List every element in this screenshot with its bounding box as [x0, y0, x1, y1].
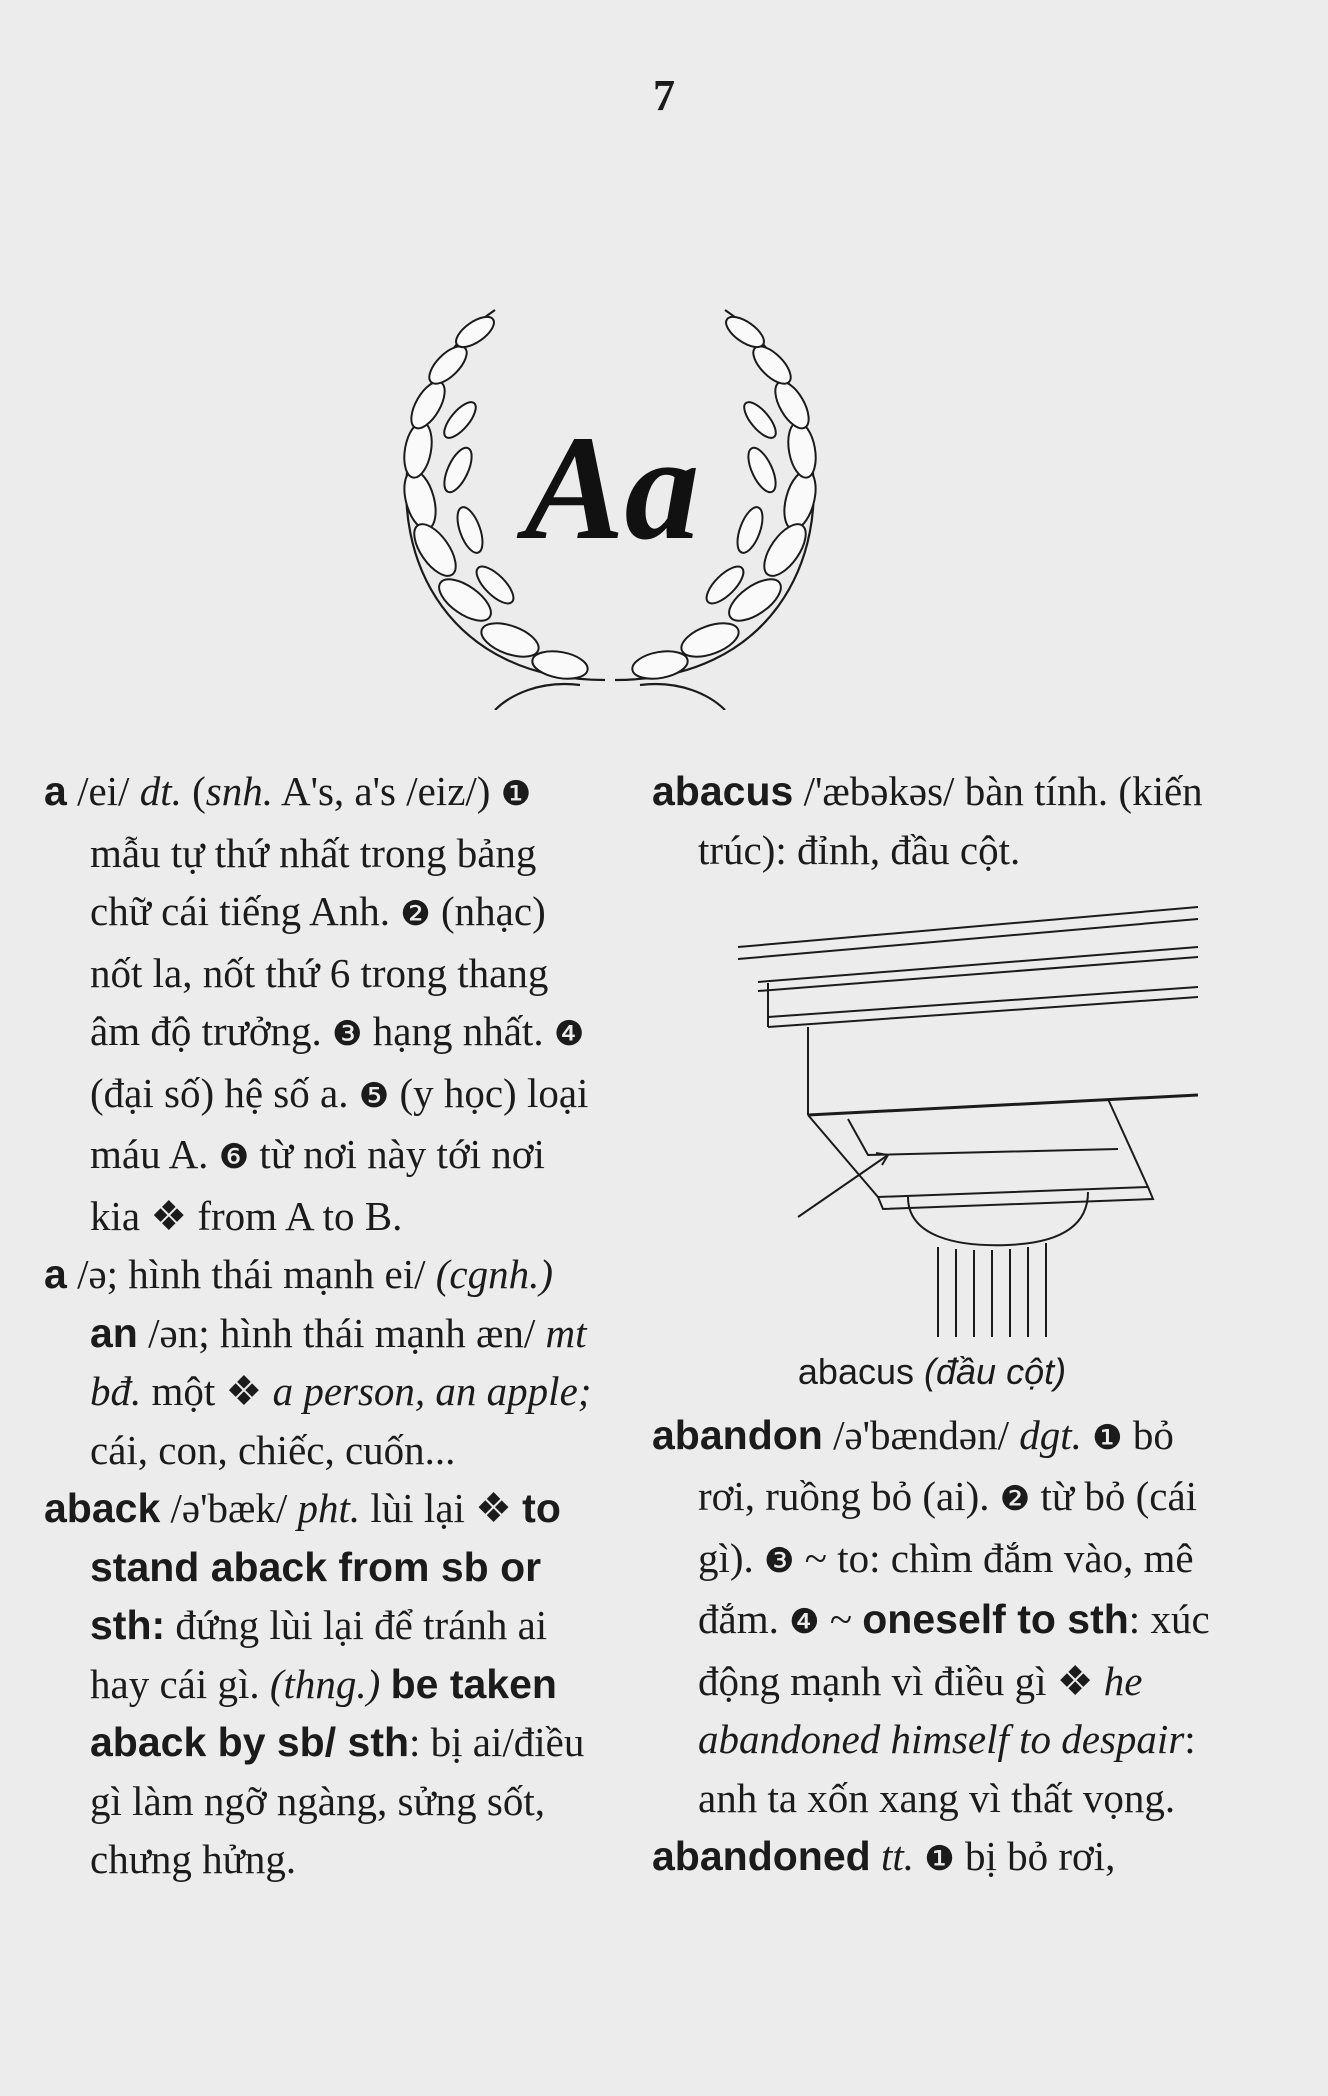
plural-label: snh. — [205, 768, 273, 814]
entry-a — [44, 762, 604, 1245]
example-marker: ❖ — [225, 1368, 263, 1414]
headword: a — [44, 1251, 67, 1297]
laurel-wreath-ornament — [380, 300, 840, 710]
sense-text: (đại số) hệ số a. — [90, 1069, 349, 1116]
tilde: ~ — [829, 1596, 853, 1642]
entry-abacus — [652, 762, 1212, 879]
sense-number: ❻ — [218, 1137, 250, 1177]
sense-number: ❺ — [358, 1075, 390, 1116]
caption-word: abacus — [797, 1351, 914, 1392]
alt-headword: an — [90, 1309, 138, 1356]
left-column — [44, 762, 604, 1889]
sense-text: bỏ rơi, ruồng bỏ (ai). — [698, 1411, 1174, 1519]
example-marker: ❖ — [1056, 1657, 1094, 1704]
right-column — [652, 762, 1212, 1889]
sense-text: bị bỏ rơi, — [964, 1833, 1116, 1879]
headword: abandoned — [652, 1833, 871, 1879]
example-gloss: : anh ta xốn xang vì thất vọng. — [698, 1716, 1196, 1821]
headword: a — [44, 768, 67, 814]
phrase-gloss: : bị ai/điều gì làm ngỡ ngàng, sửng sốt, chưng hửng. — [90, 1719, 585, 1882]
alt-pronunciation: /ən; hình thái mạnh æn/ — [148, 1309, 536, 1356]
pronunciation: /ə; hình thái mạnh ei/ — [77, 1251, 426, 1297]
phrase: from A to B. — [197, 1192, 403, 1239]
usage-label: (thng.) — [269, 1660, 381, 1707]
headword: abandon — [652, 1411, 823, 1458]
caption-note: (đầu cột) — [924, 1351, 1067, 1392]
sense-text: chìm đắm vào, mê đắm. — [698, 1534, 1194, 1642]
part-of-speech: dt. — [139, 768, 182, 814]
sense-number: ❶ — [1092, 1417, 1123, 1458]
gloss: lùi lại — [370, 1485, 465, 1531]
column-capital-illustration — [698, 887, 1198, 1337]
sense-number: ❷ — [999, 1479, 1031, 1519]
entry-a-article — [44, 1245, 604, 1479]
example: he abandoned himself to despair — [698, 1657, 1185, 1762]
phrase: to stand aback from sb or sth: — [90, 1485, 561, 1648]
sense-text: (nhạc) nốt la, nốt thứ 6 trong thang âm độ trưởng. — [90, 888, 549, 1054]
sense-number: ❸ — [332, 1014, 363, 1054]
sense-text: hạng nhất. — [372, 1008, 544, 1054]
headword: aback — [44, 1485, 161, 1531]
part-of-speech: mt bđ. — [90, 1309, 587, 1414]
entry-aback — [44, 1479, 604, 1889]
gloss: bàn tính. (kiến trúc): đỉnh, đầu cột. — [698, 768, 1203, 873]
part-of-speech: pht. — [297, 1485, 361, 1531]
sense-text: từ nơi này tới nơi kia — [90, 1131, 545, 1239]
phrase-gloss: đứng lùi lại để tránh ai hay cái gì. — [90, 1602, 548, 1707]
sense-number: ❹ — [553, 1014, 585, 1054]
page-number: 7 — [653, 71, 675, 120]
entry-abandon — [652, 1406, 1212, 1828]
usage-label: (cgnh.) — [435, 1251, 553, 1297]
sense-text: mẫu tự thứ nhất trong bảng chữ cái tiếng Anh. — [90, 829, 537, 934]
sense-text: (y học) loại máu A. — [90, 1069, 589, 1177]
pronunciation: /ə'bæk/ — [170, 1485, 288, 1531]
sense-text: từ bỏ (cái gì). — [698, 1473, 1198, 1581]
sense-number: ❶ — [500, 774, 532, 814]
sense-number: ❶ — [924, 1839, 955, 1879]
part-of-speech: dgt. — [1019, 1411, 1082, 1458]
example-gloss: cái, con, chiếc, cuốn... — [90, 1426, 456, 1473]
sense-phrase: oneself to sth — [862, 1596, 1129, 1642]
example: a person, an apple; — [272, 1368, 592, 1414]
abacus-figure — [652, 887, 1212, 1337]
sense-number: ❹ — [789, 1602, 820, 1642]
sense-number: ❷ — [400, 894, 431, 934]
part-of-speech: tt. — [880, 1833, 914, 1879]
headword: abacus — [652, 768, 794, 814]
sense-number: ❸ — [764, 1540, 795, 1581]
paren-open: ( — [192, 768, 206, 814]
pronunciation: /ə'bændən/ — [833, 1411, 1009, 1458]
section-letter: Aa — [524, 405, 700, 571]
pronunciation: /'æbəkəs/ — [803, 768, 955, 814]
pronunciation: /ei/ — [77, 768, 130, 814]
phrase: be taken aback by sb/ sth — [90, 1660, 557, 1765]
sense-phrase: ~ to: — [804, 1534, 881, 1581]
figure-caption — [652, 1343, 1212, 1402]
sense-text: : xúc động mạnh vì điều gì — [698, 1596, 1210, 1704]
phrase-marker: ❖ — [150, 1192, 188, 1239]
entry-abandoned — [652, 1827, 1212, 1889]
gloss: một — [151, 1368, 216, 1414]
plural-forms: A's, a's /eiz/) — [280, 768, 491, 814]
phrase-marker: ❖ — [475, 1485, 512, 1531]
